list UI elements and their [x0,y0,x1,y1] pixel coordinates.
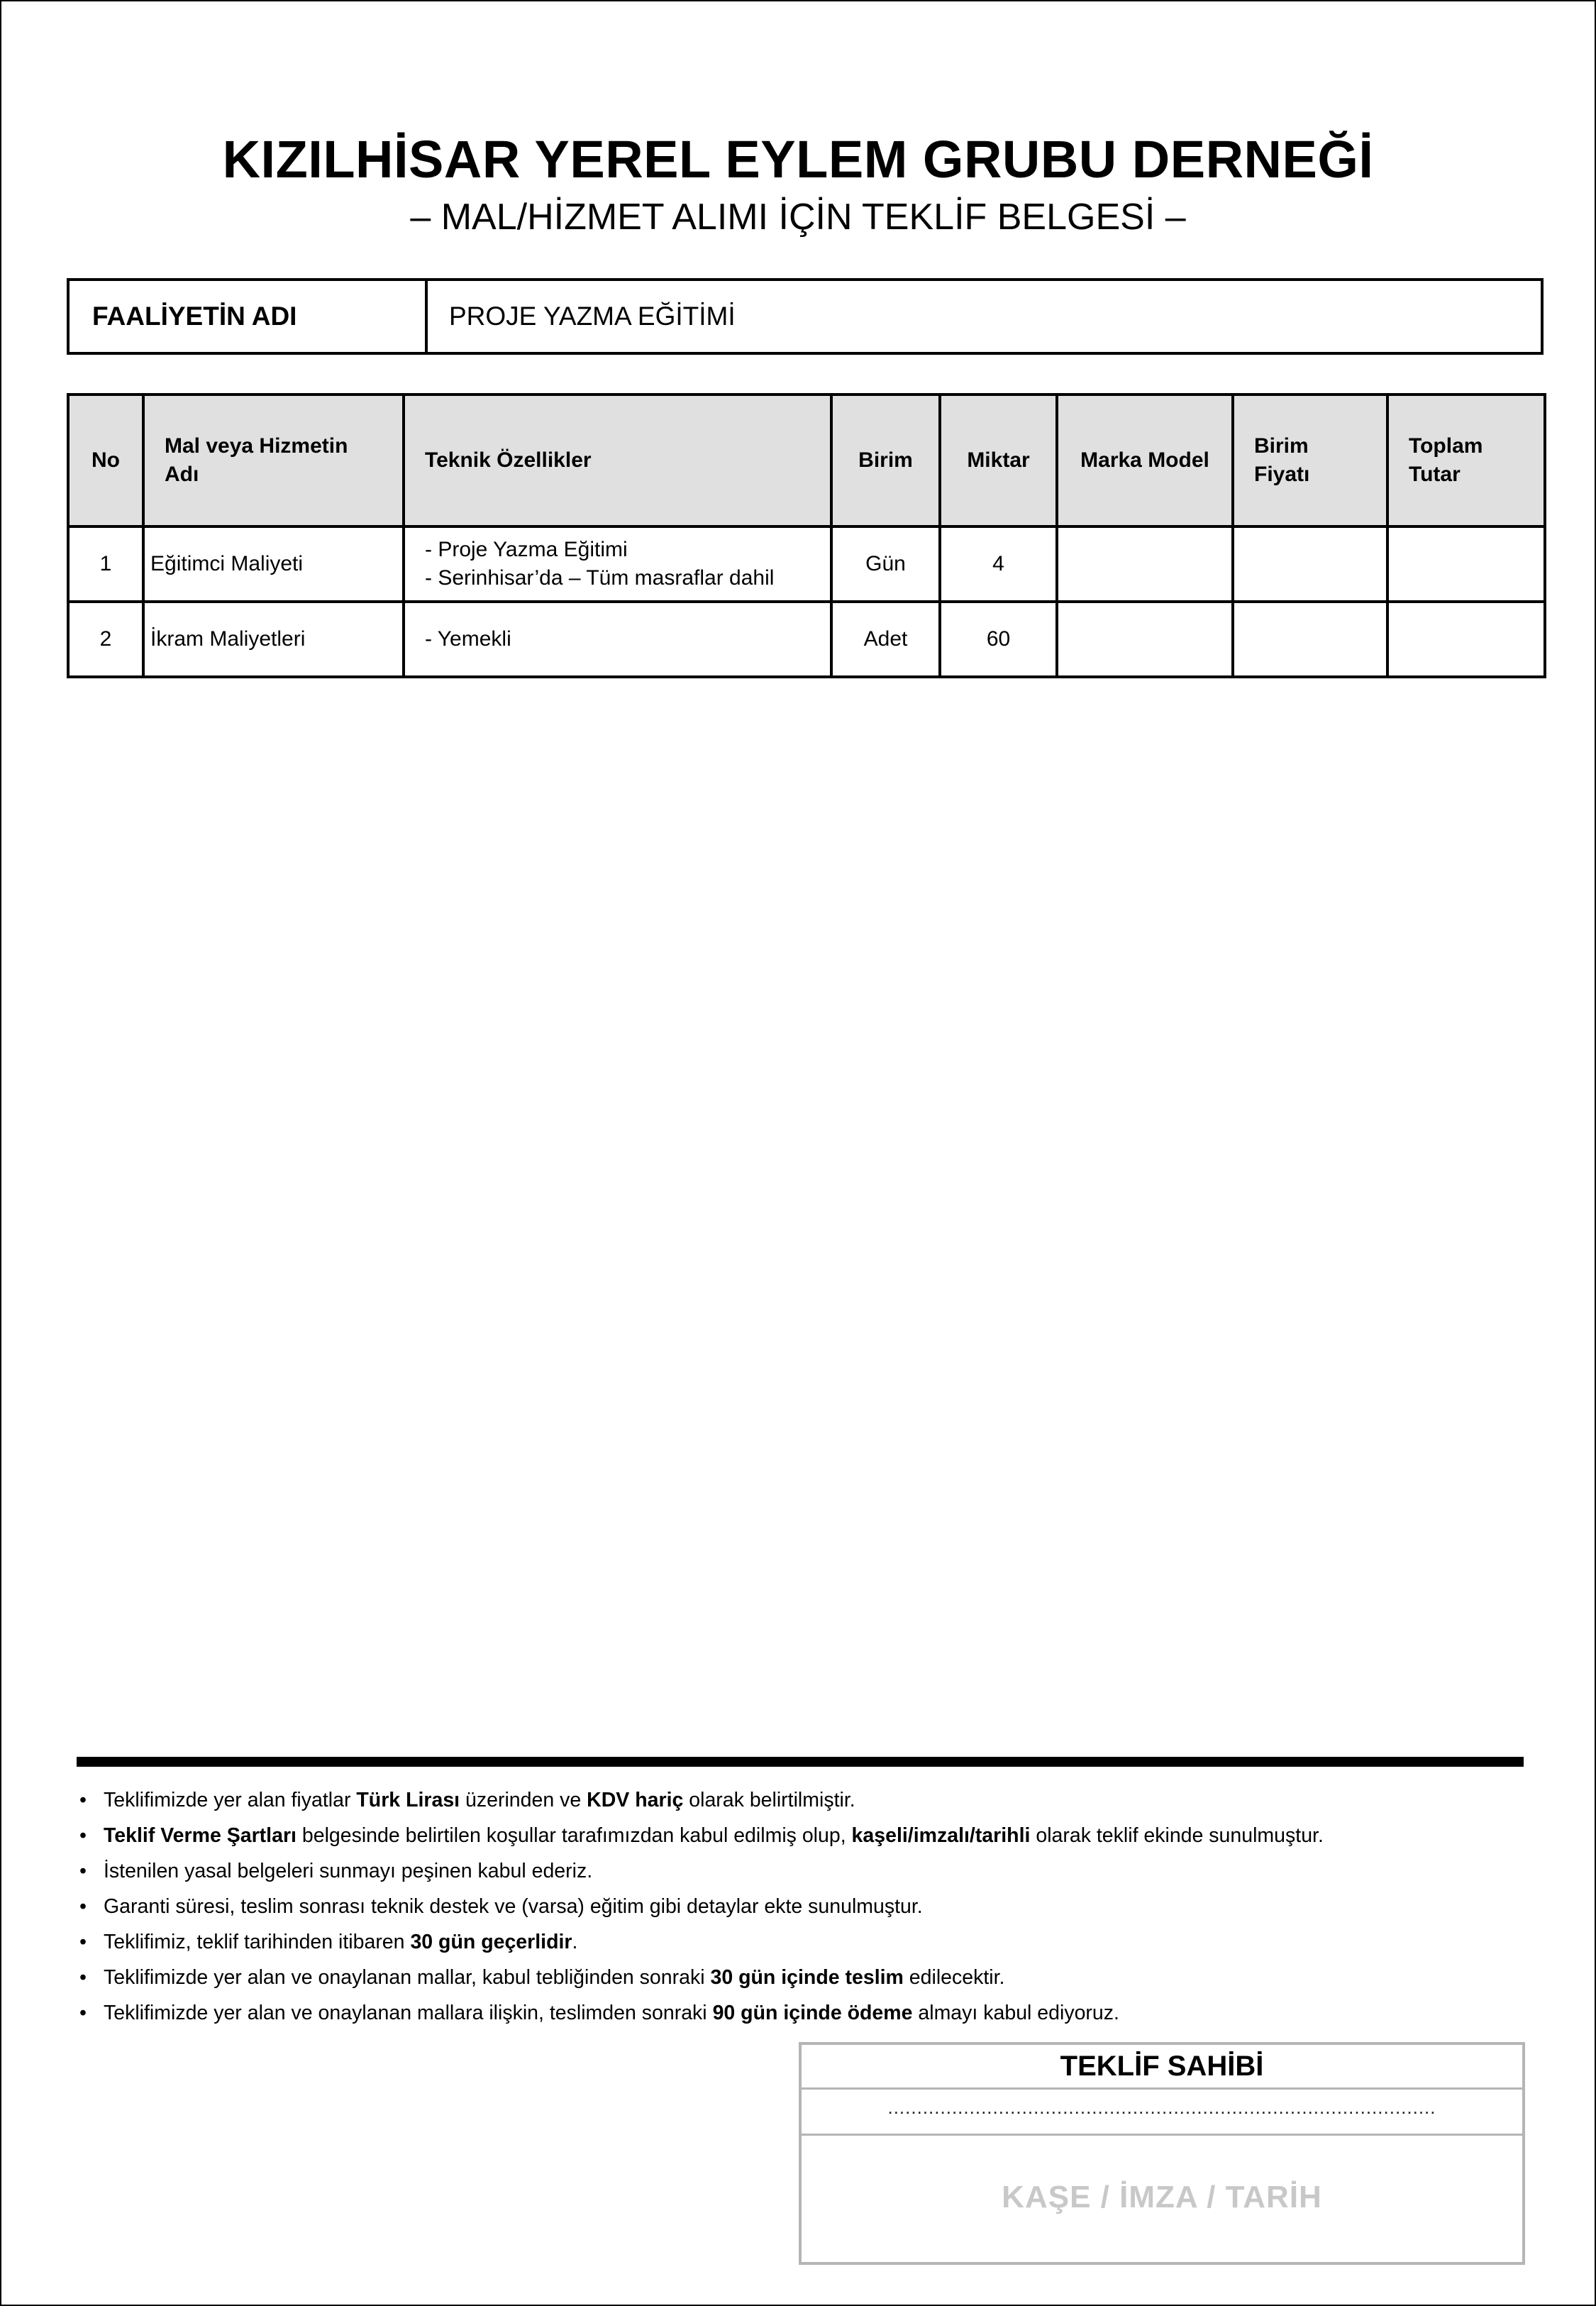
term-text: olarak teklif ekinde sunulmuştur. [1030,1824,1324,1847]
bullet-icon: • [79,1824,87,1847]
term-emphasis: KDV hariç [587,1789,684,1811]
header-specs: Teknik Özellikler [404,395,831,526]
signature-title: TEKLİF SAHİBİ [802,2045,1522,2090]
term-text: olarak belirtilmiştir. [683,1789,855,1811]
signature-box [799,2042,1525,2265]
spec-line: - Yemekli [425,627,511,651]
term-emphasis: kaşeli/imzalı/tarihli [851,1824,1031,1847]
document-title: KIZILHİSAR YEREL EYLEM GRUBU DERNEĞİ [222,130,1374,189]
table-header-row [68,395,1545,526]
spec-line: - Serinhisar’da – Tüm masraflar dahil [425,566,775,590]
term-text: Teklifimizde yer alan fiyatlar [104,1789,357,1811]
table-row [68,526,1545,602]
term-emphasis: 30 gün içinde teslim [710,1966,904,1989]
terms-list-item [79,1818,1526,1853]
section-divider [77,1757,1524,1767]
activity-table [67,278,1544,355]
document-subtitle: – MAL/HİZMET ALIMI İÇİN TEKLİF BELGESİ – [410,197,1186,238]
bullet-icon: • [79,1966,87,1989]
row-qty: 60 [940,602,1057,677]
bullet-icon: • [79,1860,87,1882]
header-qty: Miktar [940,395,1057,526]
row-brand-model[interactable] [1057,602,1233,677]
terms-list-item [79,1960,1526,1995]
activity-label: FAALİYETİN ADI [68,280,426,353]
row-specs [404,602,831,677]
row-specs [404,526,831,602]
items-table [67,393,1546,678]
terms-list-item [79,1889,1526,1924]
header-unit: Birim [831,395,940,526]
terms-list-item [79,1924,1526,1960]
terms-list-item [79,1853,1526,1889]
term-text: belgesinde belirtilen koşullar tarafımızdan kabul edilmiş olup, [296,1824,852,1847]
signature-name-line[interactable]: .............................................................................................. [802,2090,1522,2136]
row-no: 2 [68,602,143,677]
row-unit: Gün [831,526,940,602]
term-text: Teklifimizde yer alan ve onaylanan mallar, kabul tebliğinden sonraki [104,1966,711,1989]
header-brand: Marka Model [1057,395,1233,526]
bullet-icon: • [79,2002,87,2024]
row-no: 1 [68,526,143,602]
term-text: edilecektir. [903,1966,1005,1989]
row-total[interactable] [1387,526,1545,602]
row-unit-price[interactable] [1233,602,1387,677]
term-emphasis: Türk Lirası [356,1789,460,1811]
activity-value: PROJE YAZMA EĞİTİMİ [426,280,1542,353]
spec-line: - Proje Yazma Eğitimi [425,538,628,561]
term-emphasis: Teklif Verme Şartları [104,1824,297,1847]
term-text: . [572,1931,578,1953]
term-text: Teklifimiz, teklif tarihinden itibaren [104,1931,411,1953]
row-name: Eğitimci Maliyeti [143,526,404,602]
term-emphasis: 30 gün geçerlidir [410,1931,572,1953]
row-unit: Adet [831,602,940,677]
row-unit-price[interactable] [1233,526,1387,602]
bullet-icon: • [79,1931,87,1953]
term-text: Garanti süresi, teslim sonrası teknik destek ve (varsa) eğitim gibi detaylar ekte sunulmuştur. [104,1895,923,1918]
term-text: Teklifimizde yer alan ve onaylanan mallara ilişkin, teslimden sonraki [104,2002,713,2024]
terms-list-item [79,1995,1526,2031]
table-row [68,602,1545,677]
term-text: üzerinden ve [460,1789,587,1811]
row-name: İkram Maliyetleri [143,602,404,677]
term-emphasis: 90 gün içinde ödeme [712,2002,913,2024]
header-name: Mal veya Hizmetin Adı [143,395,404,526]
term-text: İstenilen yasal belgeleri sunmayı peşinen kabul ederiz. [104,1860,593,1882]
header-no: No [68,395,143,526]
row-brand-model[interactable] [1057,526,1233,602]
row-total[interactable] [1387,602,1545,677]
header-unit-price: Birim Fiyatı [1233,395,1387,526]
terms-list [79,1782,1526,2031]
row-qty: 4 [940,526,1057,602]
bullet-icon: • [79,1895,87,1918]
stamp-sign-date-area[interactable]: KAŞE / İMZA / TARİH [1002,2180,1322,2214]
bullet-icon: • [79,1789,87,1811]
terms-list-item [79,1782,1526,1818]
header-total: Toplam Tutar [1387,395,1545,526]
term-text: almayı kabul ediyoruz. [912,2002,1119,2024]
